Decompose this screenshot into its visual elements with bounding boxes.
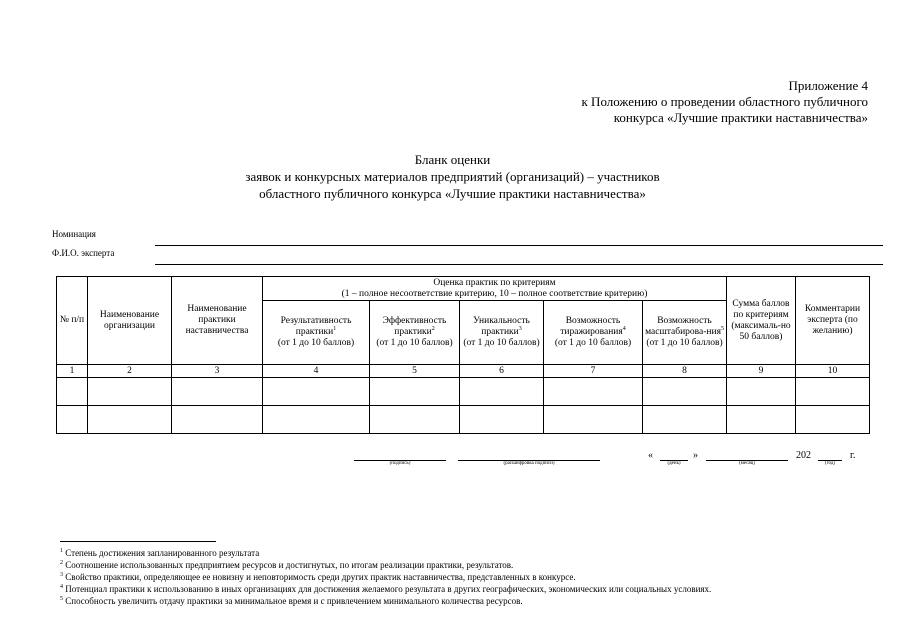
footnote-text: Степень достижения запланированного результата	[65, 548, 260, 558]
column-number: 2	[88, 365, 172, 378]
column-number: 7	[544, 365, 643, 378]
criterion-1-range: (от 1 до 10 баллов)	[277, 338, 355, 348]
criterion-2-text: Эффективность практики	[382, 316, 447, 337]
criterion-1-footnote-ref: 1	[333, 325, 337, 332]
footnote-number: 1	[60, 548, 63, 554]
column-number-row	[57, 365, 870, 378]
header-criterion-3	[460, 301, 544, 365]
column-number: 4	[263, 365, 370, 378]
header-comment: Комментарии эксперта (по желанию)	[796, 277, 870, 365]
appendix-line-2: к Положению о проведении областного публичного	[581, 94, 868, 109]
year-suffix: г.	[850, 450, 856, 461]
form-title	[0, 151, 905, 202]
footnote-item	[60, 595, 711, 607]
criterion-3-footnote-ref: 3	[518, 325, 522, 332]
criterion-4-range: (от 1 до 10 баллов)	[554, 338, 632, 348]
criterion-4-footnote-ref: 4	[622, 325, 626, 332]
expert-label: Ф.И.О. эксперта	[52, 248, 115, 258]
month-caption: (месяц)	[738, 461, 756, 466]
header-criterion-4	[544, 301, 643, 365]
title-line-3: областного публичного конкурса «Лучшие практики наставничества»	[259, 186, 646, 201]
table-cell[interactable]	[172, 378, 263, 406]
footnote-number: 2	[60, 560, 63, 566]
header-practice: Наименование практики наставничества	[172, 277, 263, 365]
table-cell[interactable]	[796, 378, 870, 406]
nomination-label: Номинация	[52, 229, 96, 239]
quote-open: «	[648, 450, 653, 461]
table-cell[interactable]	[172, 406, 263, 434]
appendix-line-3: конкурса «Лучшие практики наставничества»	[613, 110, 868, 125]
footnote-text: Потенциал практики к использованию в иных организациях для достижения желаемого результата в других географических, экономических или социальных условиях.	[65, 584, 712, 594]
column-number: 10	[796, 365, 870, 378]
nomination-line[interactable]	[155, 245, 883, 246]
criteria-group-line-2: (1 – полное несоответствие критерию, 10 – полное соответствие критерию)	[341, 288, 648, 299]
table-cell[interactable]	[796, 406, 870, 434]
header-criterion-1	[263, 301, 370, 365]
footnote-text: Способность увеличить отдачу практики за минимальное время и с привлечением минимального количества ресурсов.	[65, 596, 523, 606]
table-cell[interactable]	[57, 406, 88, 434]
table-cell[interactable]	[643, 378, 727, 406]
appendix-line-1: Приложение 4	[788, 78, 868, 93]
footnote-separator	[60, 541, 216, 542]
footnote-item	[60, 571, 711, 583]
year-caption: (год)	[824, 461, 836, 466]
table-cell[interactable]	[727, 378, 796, 406]
table-row	[57, 378, 870, 406]
header-organization: Наименование организации	[88, 277, 172, 365]
table-cell[interactable]	[57, 378, 88, 406]
header-criterion-2	[370, 301, 460, 365]
footnote-number: 3	[60, 572, 63, 578]
footnote-number: 4	[60, 584, 63, 590]
table-cell[interactable]	[544, 378, 643, 406]
title-line-1: Бланк оценки	[414, 152, 491, 167]
table-cell[interactable]	[460, 406, 544, 434]
column-number: 9	[727, 365, 796, 378]
footnote-number: 5	[60, 596, 63, 602]
table-cell[interactable]	[643, 406, 727, 434]
footnote-item	[60, 559, 711, 571]
criterion-2-footnote-ref: 2	[431, 325, 435, 332]
year-prefix: 202	[796, 450, 811, 461]
footnote-item	[60, 583, 711, 595]
signature-caption: (подпись)	[389, 461, 411, 466]
criterion-1-text: Результативность практики	[280, 316, 352, 337]
header-sum: Сумма баллов по критериям (максималь-но 50 баллов)	[727, 277, 796, 365]
column-number: 8	[643, 365, 727, 378]
criterion-3-text: Уникальность практики	[473, 316, 530, 337]
column-number: 3	[172, 365, 263, 378]
table-cell[interactable]	[370, 378, 460, 406]
footnote-text: Соотношение использованных предприятием ресурсов и достигнутых, по итогам реализации практики, результатов.	[65, 560, 514, 570]
criterion-5-footnote-ref: 5	[720, 325, 724, 332]
footnote-item	[60, 547, 711, 559]
column-number: 5	[370, 365, 460, 378]
footnote-text: Свойство практики, определяющее ее новизну и неповторимость среди других практик наставничества, представленных в конкурсе.	[65, 572, 576, 582]
day-caption: (день)	[667, 461, 681, 466]
header-num: № п/п	[57, 277, 88, 365]
table-cell[interactable]	[263, 406, 370, 434]
table-cell[interactable]	[727, 406, 796, 434]
table-cell[interactable]	[460, 378, 544, 406]
footnotes	[60, 547, 711, 607]
table-cell[interactable]	[263, 378, 370, 406]
expert-line[interactable]	[155, 264, 883, 265]
criterion-5-text: Возможность масштабирова-ния	[645, 316, 721, 337]
evaluation-table	[56, 276, 870, 434]
column-number: 1	[57, 365, 88, 378]
signature-decode-caption: (расшифровка подписи)	[503, 461, 555, 466]
table-row	[57, 406, 870, 434]
criterion-4-text: Возможность тиражирования	[560, 316, 623, 337]
header-criteria-group	[263, 277, 727, 301]
table-cell[interactable]	[88, 378, 172, 406]
header-criterion-5	[643, 301, 727, 365]
table-cell[interactable]	[370, 406, 460, 434]
table-cell[interactable]	[544, 406, 643, 434]
table-cell[interactable]	[88, 406, 172, 434]
column-number: 6	[460, 365, 544, 378]
criterion-3-range: (от 1 до 10 баллов)	[463, 338, 540, 348]
appendix-header	[581, 78, 868, 126]
criteria-group-line-1: Оценка практик по критериям	[433, 277, 556, 288]
criterion-5-range: (от 1 до 10 баллов)	[646, 338, 723, 348]
title-line-2: заявок и конкурсных материалов предприятий (организаций) – участников	[245, 169, 660, 184]
quote-close: »	[693, 450, 698, 461]
table-header-row-1	[57, 277, 870, 301]
criterion-2-range: (от 1 до 10 баллов)	[376, 338, 453, 348]
